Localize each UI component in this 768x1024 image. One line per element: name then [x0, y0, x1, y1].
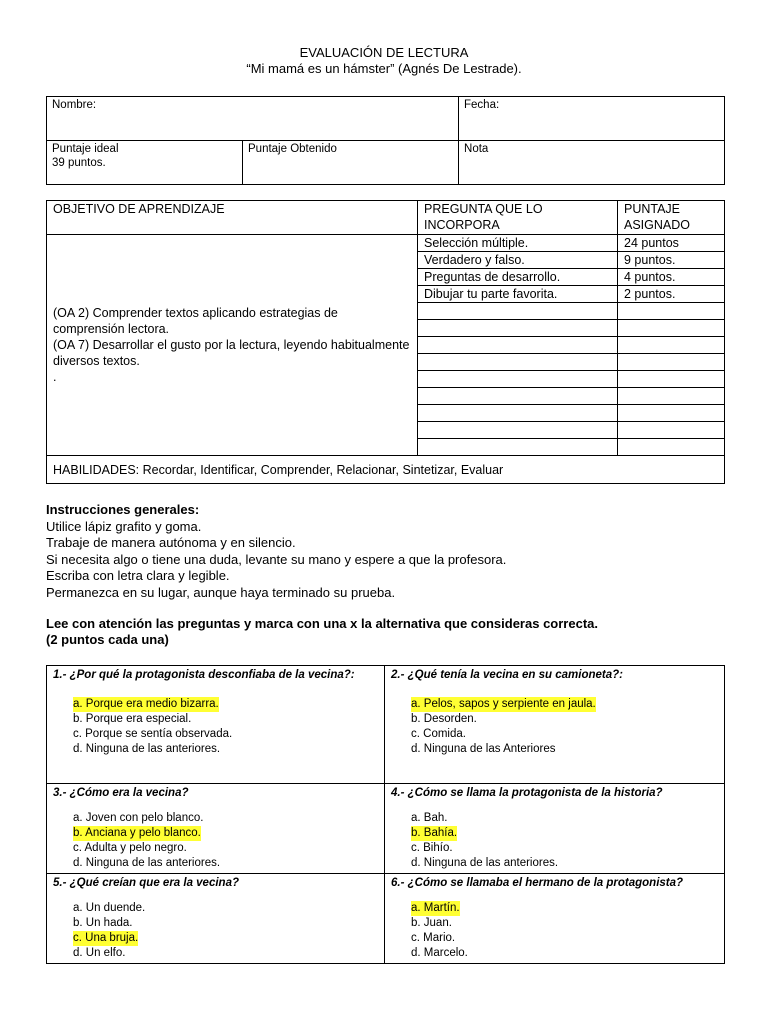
empty-cell — [618, 405, 725, 422]
instruction-item: Si necesita algo o tiene una duda, levante su mano y espere a que la profesora. — [46, 551, 507, 567]
option-5d[interactable]: d. Un elfo. — [73, 947, 126, 959]
question-5-title: 5.- ¿Qué creían que era la vecina? — [53, 877, 239, 889]
option-3b[interactable]: b. Anciana y pelo blanco. — [73, 827, 201, 839]
questions-lead — [46, 616, 726, 648]
question-4 — [385, 784, 725, 874]
question-3 — [47, 784, 385, 874]
empty-cell — [618, 337, 725, 354]
skills-cell: HABILIDADES: Recordar, Identificar, Comprender, Relacionar, Sintetizar, Evaluar — [47, 456, 725, 484]
question-type-4: Dibujar tu parte favorita. — [418, 286, 618, 303]
empty-cell — [618, 422, 725, 439]
question-type-1: Selección múltiple. — [418, 235, 618, 252]
instructions-title: Instrucciones generales: — [46, 502, 200, 517]
document-header — [0, 45, 768, 77]
option-1d[interactable]: d. Ninguna de las anteriores. — [73, 743, 221, 755]
objectives-table — [46, 200, 725, 484]
option-1b[interactable]: b. Porque era especial. — [73, 713, 192, 725]
obtained-score-field[interactable] — [243, 141, 459, 185]
question-2 — [385, 666, 725, 784]
empty-cell — [618, 303, 725, 320]
empty-cell — [418, 303, 618, 320]
question-6 — [385, 874, 725, 964]
question-4-title: 4.- ¿Cómo se llama la protagonista de la historia? — [391, 787, 663, 799]
points-3: 4 puntos. — [618, 269, 725, 286]
objective-oa7: (OA 7) Desarrollar el gusto por la lectura, leyendo habitualmente diversos textos. — [53, 338, 410, 368]
date-label: Fecha: — [464, 99, 500, 111]
student-info-table — [46, 96, 725, 185]
ideal-score-value: 39 puntos. — [52, 157, 106, 169]
option-4a[interactable]: a. Bah. — [411, 812, 448, 824]
question-type-2: Verdadero y falso. — [418, 252, 618, 269]
document-title: EVALUACIÓN DE LECTURA — [299, 45, 469, 60]
option-5c[interactable]: c. Una bruja. — [73, 932, 139, 944]
instruction-item: Permanezca en su lugar, aunque haya terminado su prueba. — [46, 584, 396, 600]
grade-label: Nota — [464, 143, 489, 155]
question-type-3: Preguntas de desarrollo. — [418, 269, 618, 286]
empty-cell — [418, 320, 618, 337]
option-6a[interactable]: a. Martín. — [411, 902, 460, 914]
instruction-item: Utilice lápiz grafito y goma. — [46, 518, 202, 534]
option-2c[interactable]: c. Comida. — [411, 728, 466, 740]
points-1: 24 puntos — [618, 235, 725, 252]
question-header: PREGUNTA QUE LO INCORPORA — [418, 201, 618, 235]
empty-cell — [618, 320, 725, 337]
option-1a[interactable]: a. Porque era medio bizarra. — [73, 698, 219, 710]
instruction-item: Escriba con letra clara y legible. — [46, 568, 230, 583]
objective-cell — [47, 235, 418, 456]
empty-cell — [418, 422, 618, 439]
document-subtitle: “Mi mamá es un hámster” (Agnés De Lestrade). — [246, 61, 522, 76]
questions-table — [46, 665, 725, 964]
points-4: 2 puntos. — [618, 286, 725, 303]
empty-cell — [418, 388, 618, 405]
general-instructions — [46, 502, 726, 601]
option-3a[interactable]: a. Joven con pelo blanco. — [73, 812, 204, 824]
empty-cell — [618, 371, 725, 388]
option-4b[interactable]: b. Bahía. — [411, 827, 458, 839]
objective-dot: . — [53, 370, 57, 384]
objective-header: OBJETIVO DE APRENDIZAJE — [47, 201, 418, 235]
name-field[interactable] — [47, 97, 459, 141]
option-5b[interactable]: b. Un hada. — [73, 917, 133, 929]
lead-line-2: (2 puntos cada una) — [46, 632, 169, 647]
question-2-title: 2.- ¿Qué tenía la vecina en su camioneta?: — [391, 669, 623, 681]
option-3d[interactable]: d. Ninguna de las anteriores. — [73, 857, 221, 869]
instruction-item: Trabaje de manera autónoma y en silencio. — [46, 535, 296, 550]
name-label: Nombre: — [52, 99, 97, 111]
question-6-title: 6.- ¿Cómo se llamaba el hermano de la protagonista? — [391, 877, 684, 889]
lead-line-1: Lee con atención las preguntas y marca con una x la alternativa que consideras correcta. — [46, 616, 598, 631]
empty-cell — [618, 439, 725, 456]
option-2a[interactable]: a. Pelos, sapos y serpiente en jaula. — [411, 698, 596, 710]
ideal-score-cell — [47, 141, 243, 185]
empty-cell — [418, 439, 618, 456]
empty-cell — [618, 388, 725, 405]
empty-cell — [618, 354, 725, 371]
question-3-title: 3.- ¿Cómo era la vecina? — [53, 787, 189, 799]
option-3c[interactable]: c. Adulta y pelo negro. — [73, 842, 187, 854]
option-4d[interactable]: d. Ninguna de las anteriores. — [411, 857, 559, 869]
date-field[interactable] — [459, 97, 725, 141]
grade-field[interactable] — [459, 141, 725, 185]
empty-cell — [418, 354, 618, 371]
question-5 — [47, 874, 385, 964]
option-1c[interactable]: c. Porque se sentía observada. — [73, 728, 233, 740]
obtained-score-label: Puntaje Obtenido — [248, 143, 337, 155]
option-6d[interactable]: d. Marcelo. — [411, 947, 468, 959]
points-2: 9 puntos. — [618, 252, 725, 269]
option-2d[interactable]: d. Ninguna de las Anteriores — [411, 743, 556, 755]
option-2b[interactable]: b. Desorden. — [411, 713, 477, 725]
question-1-title: 1.- ¿Por qué la protagonista desconfiaba de la vecina?: — [53, 669, 355, 681]
points-header: PUNTAJE ASIGNADO — [618, 201, 725, 235]
empty-cell — [418, 405, 618, 422]
option-6b[interactable]: b. Juan. — [411, 917, 452, 929]
objective-oa2: (OA 2) Comprender textos aplicando estrategias de comprensión lectora. — [53, 306, 338, 336]
option-4c[interactable]: c. Bihío. — [411, 842, 453, 854]
empty-cell — [418, 337, 618, 354]
question-1 — [47, 666, 385, 784]
empty-cell — [418, 371, 618, 388]
option-6c[interactable]: c. Mario. — [411, 932, 456, 944]
ideal-score-label: Puntaje ideal — [52, 143, 119, 155]
option-5a[interactable]: a. Un duende. — [73, 902, 146, 914]
